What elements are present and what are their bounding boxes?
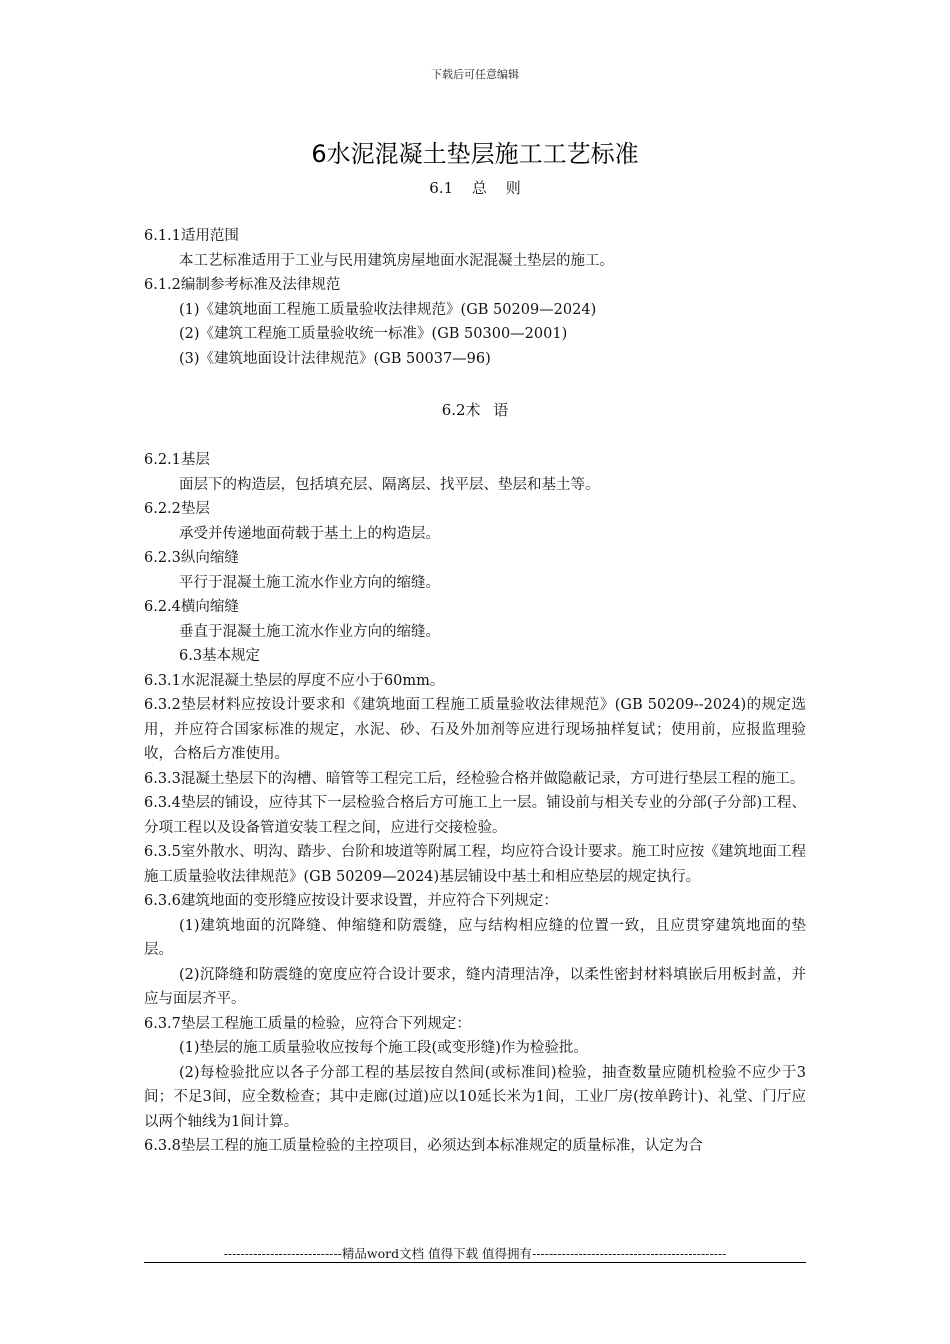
term-definition: 面层下的构造层，包括填充层、隔离层、找平层、垫层和基土等。 [179,476,600,493]
clause-paragraph: 6.3.6建筑地面的变形缝应按设计要求设置，并应符合下列规定： [144,893,558,909]
reference-item: (1)《建筑地面工程施工质量验收法律规范》(GB 50209—2024) [179,301,597,318]
reference-item: (3)《建筑地面设计法律规范》(GB 50037—96) [179,350,491,367]
sub-clause: (2)每检验批应以各子分部工程的基层按自然间(或标准间)检验，抽查数量应随机检验不应少于3间；不足3间，应全数检查；其中走廊(过道)应以10延长米为1间，工业厂房(按单跨计)、礼堂、门厅应以两个轴线为1间计算。 [144,1064,806,1130]
clause-paragraph: 6.3.4垫层的铺设，应待其下一层检验合格后方可施工上一层。铺设前与相关专业的分部(子分部)工程、分项工程以及设备管道安装工程之间，应进行交接检验。 [144,795,806,836]
section-heading-6-3: 6.3基本规定 [179,648,261,664]
clause-paragraph: 6.3.1水泥混凝土垫层的厚度不应小于60mm。 [144,672,445,689]
term-definition: 平行于混凝土施工流水作业方向的缩缝。 [179,574,440,591]
clause-paragraph: 6.3.8垫层工程的施工质量检验的主控项目，必须达到本标准规定的质量标准，认定为合 [144,1138,703,1154]
clause-text: 本工艺标准适用于工业与民用建筑房屋地面水泥混凝土垫层的施工。 [179,252,614,269]
term-number: 6.2.3纵向缩缝 [144,550,239,566]
page-footer: ----------------------------精品word文档 值得下载 值得拥有---------------------------------------------- [223,1246,727,1261]
clause-paragraph: 6.3.3混凝土垫层下的沟槽、暗管等工程完工后，经检验合格并做隐蔽记录，方可进行垫层工程的施工。 [144,770,805,787]
footer-rule [144,1262,806,1263]
term-number: 6.2.4横向缩缝 [144,599,239,615]
document-title: 6水泥混凝土垫层施工工艺标准 [311,140,639,168]
section-6-2-and-6-3-body [144,448,806,1159]
sub-clause: (1)建筑地面的沉降缝、伸缩缝和防震缝，应与结构相应缝的位置一致，且应贯穿建筑地面的垫层。 [144,917,806,958]
term-definition: 垂直于混凝土施工流水作业方向的缩缝。 [179,623,440,640]
sub-clause: (2)沉降缝和防震缝的宽度应符合设计要求，缝内清理洁净，以柔性密封材料填嵌后用板封盖，并应与面层齐平。 [144,966,806,1007]
term-number: 6.2.1基层 [144,452,210,468]
section-heading-6-1: 6.1 总 则 [429,179,521,197]
sub-clause: (1)垫层的施工质量验收应按每个施工段(或变形缝)作为检验批。 [179,1040,588,1056]
clause-paragraph: 6.3.5室外散水、明沟、踏步、台阶和坡道等附属工程，均应符合设计要求。施工时应按《建筑地面工程施工质量验收法律规范》(GB 50209—2024)基层铺设中基土和相应垫层的规定执行。 [144,844,806,885]
section-heading-6-2: 6.2术 语 [441,401,509,419]
clause-number: 6.1.1适用范围 [144,228,239,244]
section-6-1-body [144,224,806,371]
term-number: 6.2.2垫层 [144,501,210,517]
clause-paragraph: 6.3.7垫层工程施工质量的检验，应符合下列规定： [144,1015,471,1032]
clause-number: 6.1.2编制参考标准及法律规范 [144,277,341,293]
reference-item: (2)《建筑工程施工质量验收统一标准》(GB 50300—2001) [179,326,568,342]
term-definition: 承受并传递地面荷载于基土上的构造层。 [179,525,440,542]
clause-paragraph: 6.3.2垫层材料应按设计要求和《建筑地面工程施工质量验收法律规范》(GB 50209--2024)的规定选用，并应符合国家标准的规定，水泥、砂、石及外加剂等应进行现场抽样复试；使用前，应报监理验收，合格后方准使用。 [144,697,806,762]
page-header: 下载后可任意编辑 [431,68,519,81]
